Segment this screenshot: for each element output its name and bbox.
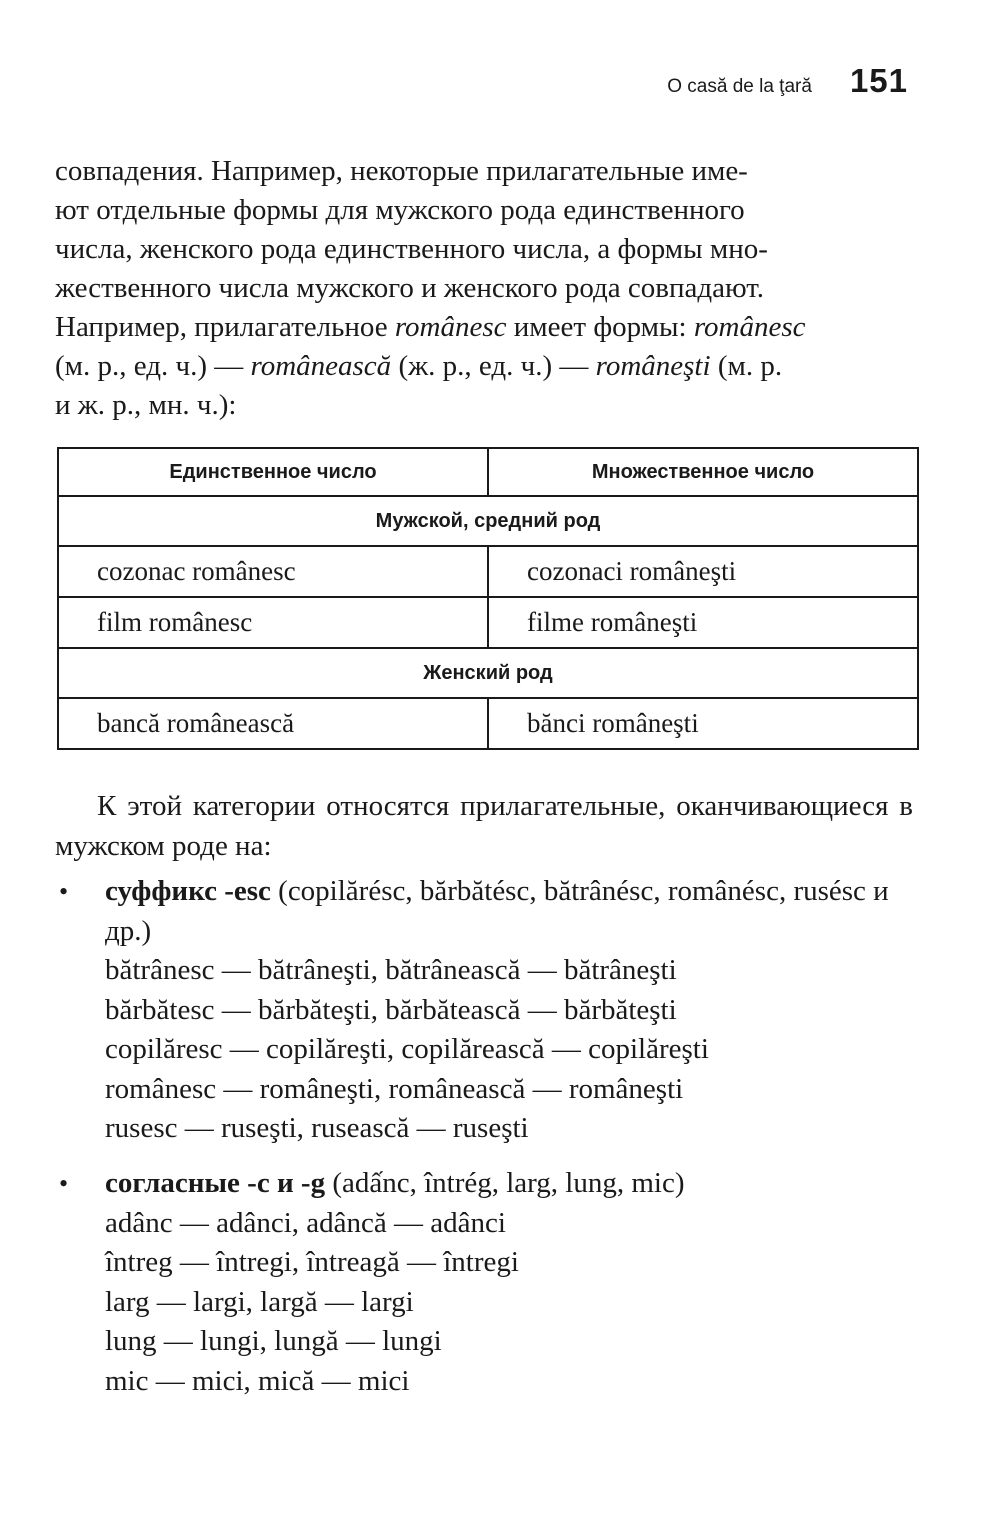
bullet-item xyxy=(55,872,925,1149)
example-line: copilăresc — copilăreşti, copilărească — copilăreşti xyxy=(105,1033,709,1065)
example-line: larg — largi, largă — largi xyxy=(105,1285,414,1318)
column-header-plural: Множественное число xyxy=(488,448,918,496)
example-line: românesc — româneşti, românească — româneşti xyxy=(105,1072,684,1105)
example-line: rusesc — ruseşti, rusească — ruseşti xyxy=(105,1112,529,1144)
cell-singular: bancă românească xyxy=(58,698,488,749)
bullet-marker: • xyxy=(59,1169,69,1198)
text-run: (м. р. xyxy=(710,350,783,382)
table-row xyxy=(58,546,918,597)
table-header-row xyxy=(58,448,918,496)
italic-term: românească xyxy=(250,350,392,382)
bullet-title: суффикс -esc xyxy=(105,875,271,907)
intro-line: числа, женского рода единственного числа, а формы мно- xyxy=(55,233,768,265)
cell-singular: cozonac românesc xyxy=(58,546,488,597)
intro-line: совпадения. Например, некоторые прилагательные име- xyxy=(55,155,748,187)
italic-term: românesc xyxy=(693,311,806,343)
bullet-heading xyxy=(105,872,925,951)
example-line: bărbătesc — bărbăteşti, bărbătească — bărbăteşti xyxy=(105,993,677,1026)
page-number: 151 xyxy=(849,62,908,99)
text-run: Например, прилагательное xyxy=(55,311,395,343)
cell-plural: cozonaci româneşti xyxy=(488,546,918,597)
bullet-item xyxy=(55,1164,925,1401)
text-run: (м. р., ед. ч.) — xyxy=(55,350,251,382)
intro-line xyxy=(55,308,917,347)
cell-plural: filme româneşti xyxy=(488,597,918,648)
intro-line: ют отдельные формы для мужского рода единственного xyxy=(55,194,745,226)
bullet-marker: • xyxy=(59,877,69,906)
italic-term: româneşti xyxy=(595,350,711,382)
bullet-title: согласные -с и -g xyxy=(105,1167,326,1199)
table-row xyxy=(58,698,918,749)
intro-line xyxy=(55,347,917,386)
category-paragraph: К этой категории относятся прилагательные, оканчивающиеся в мужском роде на: xyxy=(55,790,913,862)
adjective-forms-table xyxy=(57,447,919,750)
page-header xyxy=(667,62,908,100)
example-line: mic — mici, mică — mici xyxy=(105,1364,410,1397)
text-run: (ж. р., ед. ч.) — xyxy=(391,350,596,382)
example-line: bătrânesc — bătrâneşti, bătrânească — bătrâneşti xyxy=(105,954,677,986)
bullet-heading xyxy=(105,1164,925,1204)
table-row xyxy=(58,597,918,648)
running-title: O casă de la ţară xyxy=(667,76,812,97)
cell-plural: bănci româneşti xyxy=(488,698,918,749)
example-line: adânc — adânci, adâncă — adânci xyxy=(105,1206,506,1239)
intro-line: жественного числа мужского и женского рода совпадают. xyxy=(55,272,764,304)
intro-line: и ж. р., мн. ч.): xyxy=(55,389,237,421)
example-line: lung — lungi, lungă — lungi xyxy=(105,1325,442,1357)
example-line: întreg — întregi, întreagă — întregi xyxy=(105,1246,519,1278)
cell-singular: film românesc xyxy=(58,597,488,648)
italic-term: românesc xyxy=(394,311,507,343)
column-header-singular: Единственное число xyxy=(58,448,488,496)
section-masculine: Мужской, средний род xyxy=(58,496,918,546)
section-row xyxy=(58,496,918,546)
section-feminine: Женский род xyxy=(58,648,918,698)
section-row xyxy=(58,648,918,698)
text-run: имеет формы: xyxy=(506,311,694,343)
bullet-description: (adấnc, întrég, larg, lung, mic) xyxy=(325,1167,685,1199)
bullet-description: (copilărésc, bărbătésc, bătrânésc, românésc, rusésc и др.) xyxy=(105,875,889,947)
intro-paragraph xyxy=(55,152,917,425)
